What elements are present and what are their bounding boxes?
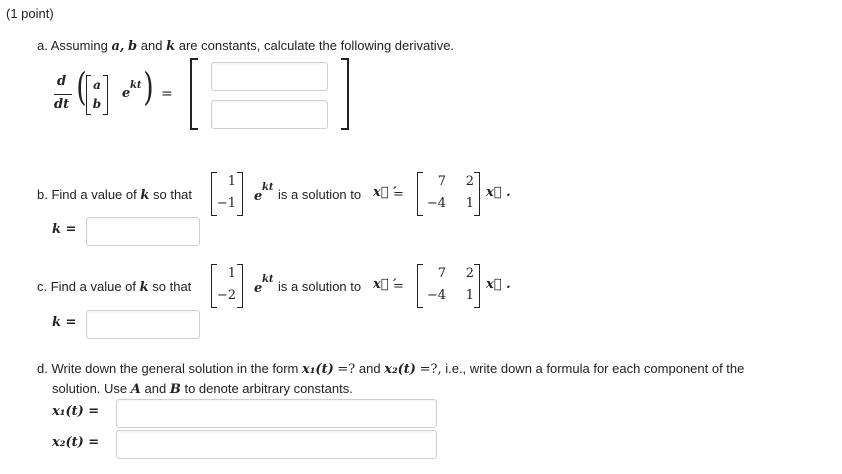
exp-base: e [254, 281, 263, 296]
exp-base: e [122, 86, 131, 101]
part-b-prefix: b. Find a value of [37, 187, 137, 202]
part-d-suffix: i.e., write down a formula for each component of the [445, 361, 745, 376]
x-vector: x⃗ . [486, 277, 511, 292]
eq-question-1: =? [337, 362, 356, 377]
x2-label: x₂(t) = [52, 435, 100, 450]
vec-c-right-bracket [237, 264, 243, 308]
x1-label: x₁(t) = [52, 404, 100, 419]
part-b-suffix: so that [153, 187, 193, 202]
part-a-prompt [37, 38, 454, 54]
vec-b-top: 1 [227, 174, 236, 189]
part-b-prompt [37, 187, 192, 203]
part-d-line2-prefix: solution. Use [52, 381, 128, 396]
matrix-b-left-bracket [417, 172, 423, 216]
var-B: B [169, 382, 181, 397]
answer-right-bracket [341, 58, 349, 130]
k-label: k = [52, 222, 77, 237]
vec-c-bottom: −2 [216, 288, 236, 303]
solution-text: is a solution to [278, 187, 362, 202]
exp-power: kt [262, 182, 274, 193]
x1-answer-input[interactable] [116, 399, 437, 428]
matrix-c-12: 2 [465, 266, 474, 281]
matrix-c-right-bracket [474, 264, 480, 308]
part-c-prompt [37, 279, 191, 295]
part-c-k-input[interactable] [86, 310, 200, 339]
part-b-k-input[interactable] [86, 217, 200, 246]
part-d-prompt-line1 [37, 361, 744, 377]
eq-question-2: =?, [419, 362, 442, 377]
matrix-c-21: −4 [426, 288, 446, 303]
x2-answer-input[interactable] [116, 430, 437, 459]
part-c-suffix: so that [152, 279, 192, 294]
var-k: k [140, 188, 150, 203]
var-a: a, [111, 39, 125, 54]
derivative-denominator: dt [54, 97, 70, 112]
var-b: b [128, 39, 138, 54]
equals-sign: = [393, 279, 404, 294]
and-text: and [140, 38, 163, 53]
and-text: and [358, 361, 381, 376]
part-c-prefix: c. Find a value of [37, 279, 136, 294]
part-d-prefix: d. Write down the general solution in the form [37, 361, 299, 376]
solution-text: is a solution to [278, 279, 362, 294]
x-prime: x⃗ ′ [373, 185, 397, 200]
part-d-line2-suffix: to denote arbitrary constants. [184, 381, 353, 396]
x-prime: x⃗ ′ [373, 277, 397, 292]
x2t: x₂(t) [384, 362, 416, 377]
vec-a-top: a [93, 78, 101, 92]
matrix-b-right-bracket [474, 172, 480, 216]
derivative-answer-top-input[interactable] [211, 62, 328, 91]
and-text: and [144, 381, 167, 396]
equals-sign: = [393, 187, 404, 202]
points-label: (1 point) [6, 6, 54, 21]
exp-power: kt [262, 274, 274, 285]
matrix-b-12: 2 [465, 174, 474, 189]
var-k: k [139, 280, 149, 295]
matrix-c-left-bracket [417, 264, 423, 308]
matrix-b-11: 7 [437, 174, 446, 189]
answer-left-bracket [190, 58, 198, 130]
matrix-c-11: 7 [437, 266, 446, 281]
part-d-prompt-line2 [52, 381, 353, 397]
k-label: k = [52, 315, 77, 330]
matrix-b-21: −4 [426, 196, 446, 211]
matrix-c-22: 1 [465, 288, 474, 303]
vec-b-bottom: −1 [216, 196, 236, 211]
vec-a-right-bracket [103, 75, 108, 115]
vec-b-right-bracket [237, 172, 243, 216]
matrix-b-22: 1 [465, 196, 474, 211]
equals-sign: = [161, 86, 173, 102]
exp-base: e [254, 189, 263, 204]
part-a-suffix: are constants, calculate the following derivative. [178, 38, 455, 53]
part-a-prefix: a. Assuming [37, 38, 108, 53]
var-A: A [130, 382, 141, 397]
x1t: x₁(t) [301, 362, 334, 377]
var-k: k [166, 39, 176, 54]
vec-c-top: 1 [227, 266, 236, 281]
x-vector: x⃗ . [486, 185, 511, 200]
fraction-bar [54, 94, 72, 95]
left-paren: ( [76, 65, 87, 109]
exp-power: kt [130, 80, 142, 91]
derivative-answer-bottom-input[interactable] [211, 100, 328, 129]
vec-a-bottom: b [92, 97, 102, 111]
right-paren: ) [143, 65, 154, 109]
derivative-numerator: d [57, 74, 67, 89]
